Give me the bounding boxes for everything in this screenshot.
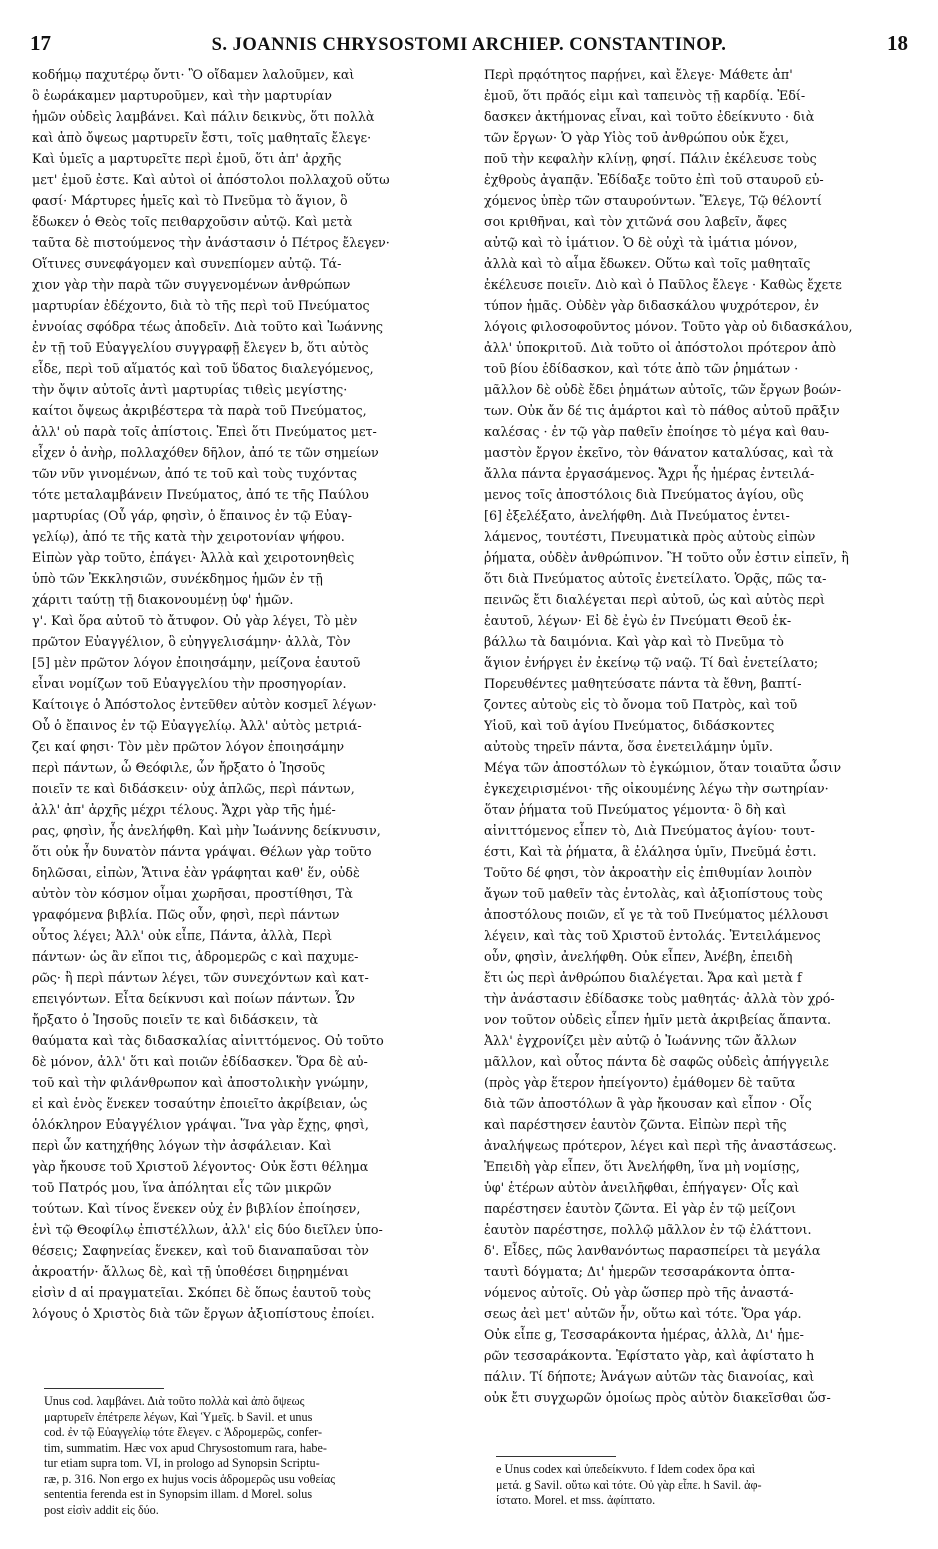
text-line: ρῶν τεσσαράκοντα. Ἐφίστατο γὰρ, καὶ ἀφίστατο h (484, 1348, 815, 1363)
text-line: Καὶ ὑμεῖς a μαρτυρεῖτε περὶ ἐμοῦ, ὅτι ἀπ' ἀρχῆς (32, 151, 342, 166)
page-number-left: 17 (30, 31, 51, 55)
text-line: γελίῳ), ἀπό τε τῆς κατὰ τὴν χειροτονίαν ψήφου. (32, 529, 345, 544)
text-line: (πρὸς γὰρ ἕτερον ἠπείγοντο) ἐμάθομεν δὲ ταῦτα (484, 1075, 796, 1090)
text-line: ἐχθροὺς ἀγαπᾷν. Ἐδίδαξε τοῦτο ἐπὶ τοῦ σταυροῦ εὐ- (484, 172, 824, 187)
text-line: τοῦ Πατρός μου, ἵνα ἀπόληται εἷς τῶν μικρῶν (32, 1180, 332, 1195)
text-line: χόμενος ὑπὲρ τῶν σταυρούντων. Ἔλεγε, Τῷ θέλοντί (484, 193, 822, 208)
text-line: οὖν, φησὶν, ἀνελήφθη. Οὐκ εἶπεν, Ἀνέβη, ἐπειδὴ (484, 949, 793, 964)
text-line: λάμενος, τουτέστι, Πνευματικὰ πρὸς αὐτοὺς εἰπὼν (484, 529, 816, 544)
text-line: ρας, φησὶν, ἧς ἀνελήφθη. Καὶ μὴν Ἰωάννης δείκνυσιν, (32, 823, 381, 838)
text-line: κοδήμῳ παχυτέρῳ ὄντι· Ὃ οἴδαμεν λαλοῦμεν, καὶ (32, 67, 355, 82)
text-line: μᾶλλον δὲ οὐδὲ ἔδει ῥημάτων αὐτοῖς, τῶν ἔργων βοών- (484, 382, 842, 397)
text-line: Οἵτινες συνεφάγομεν καὶ συνεπίομεν αὐτῷ. Τά- (32, 256, 342, 271)
footnote-line: sententia ferenda est in Synopsim illam. d Morel. solus (44, 1487, 313, 1501)
text-line: ποιεῖν τε καὶ διδάσκειν· οὐχ ἁπλῶς, περὶ πάντων, (32, 781, 355, 796)
text-line: εἰσὶν d αἱ πραγματεῖαι. Σκόπει δὲ ὅπως ἑαυτοῦ τοὺς (32, 1285, 371, 1300)
text-line: ἀναλήψεως πρότερον, λέγει καὶ περὶ τῆς ἀναστάσεως. (484, 1138, 837, 1153)
text-line: [6] ἐξελέξατο, ἀνελήφθη. Διὰ Πνεύματος ἐντει- (484, 508, 790, 523)
text-line: Υἱοῦ, καὶ τοῦ ἁγίου Πνεύματος, διδάσκοντες (484, 718, 775, 733)
footnote-line: e Unus codex καὶ ὑπεδείκνυτο. f Idem codex ὅρα καὶ (496, 1462, 755, 1476)
text-line: εἶδε, περὶ τοῦ αἵματός καὶ τοῦ ὕδατος διαλεγόμενος, (32, 361, 374, 376)
text-line: μετ' ἐμοῦ ἐστε. Καὶ αὐτοὶ οἱ ἀπόστολοι πολλαχοῦ οὕτω (32, 172, 390, 187)
text-line: ἄλλα πάντα ἐργασάμενος. Ἄχρι ἧς ἡμέρας ἐντειλά- (484, 466, 815, 481)
text-line: ἐμοῦ, ὅτι πρᾶός εἰμι καὶ ταπεινὸς τῇ καρδίᾳ. Ἐδί- (484, 88, 806, 103)
text-line: τῶν ἔργων· Ὁ γὰρ Υἱὸς τοῦ ἀνθρώπου οὐκ ἔχει, (484, 130, 790, 145)
text-line: γὰρ ἤκουσε τοῦ Χριστοῦ λέγοντος· Οὐκ ἔστι θέλημα (32, 1159, 369, 1174)
text-line: ἐν τῇ τοῦ Εὐαγγελίου συγγραφῇ ἔλεγεν b, ὅτι αὐτὸς (32, 340, 369, 355)
footnote-line: ίστατο. Morel. et mss. ἀφίπτατο. (496, 1493, 656, 1507)
text-line: ἔτι ὡς περὶ ἀνθρώπου διαλέγεται. Ἄρα καὶ μετὰ f (484, 970, 802, 985)
right-text-column (484, 64, 904, 1408)
text-line: διὰ τῶν ἀποστόλων ἃ γὰρ ἤκουσαν καὶ εἶπον · Οἷς (484, 1096, 812, 1111)
text-line: δηλῶσαι, εἰπὼν, Ἅτινα ἐὰν γράφηται καθ' ἕν, οὐδὲ (32, 865, 360, 880)
text-line: ἀλλὰ καὶ τὸ αἷμα ἔδωκεν. Οὕτω καὶ τοῖς μαθηταῖς (484, 256, 811, 271)
footnote-rule-right (496, 1456, 616, 1457)
text-line: ἀλλ' οὐ παρὰ τοῖς ἀπίστοις. Ἐπεὶ ὅτι Πνεύματος μετ- (32, 424, 377, 439)
text-line: τοῦ καὶ τὴν φιλάνθρωπον καὶ ἀποστολικὴν γνώμην, (32, 1075, 369, 1090)
text-line: τούτων. Καὶ τίνος ἕνεκεν οὐχ ἐν βιβλίον ἐποίησεν, (32, 1201, 361, 1216)
text-line: φασί· Μάρτυρες ἡμεῖς καὶ τὸ Πνεῦμα τὸ ἅγιον, ὃ (32, 193, 348, 208)
text-line: λέγειν, καὶ τὰς τοῦ Χριστοῦ ἐντολάς. Ἐντειλάμενος (484, 928, 821, 943)
text-line: ἀλλ' ὑποκριτοῦ. Διὰ τοῦτο οἱ ἀπόστολοι πρότερον ἀπὸ (484, 340, 837, 355)
text-line: ἀκροατήν· ἄλλως δὲ, καὶ τῇ ὑποθέσει διῃρημέναι (32, 1264, 349, 1279)
text-line: δὲ μόνον, ἀλλ' ὅτι καὶ ποιῶν ἐδίδασκεν. Ὅρα δὲ αὐ- (32, 1054, 368, 1069)
footnote-rule-left (44, 1388, 164, 1389)
text-line: ἑαυτὸν παρέστησε, πολλῷ μᾶλλον ἐν τῷ ἐλάττονι. (484, 1222, 812, 1237)
text-line: ἑαυτοῦ, λέγων· Εἰ δὲ ἐγὼ ἐν Πνεύματι Θεοῦ ἐκ- (484, 613, 792, 628)
text-line: ὅτι διὰ Πνεύματος αὐτοῖς ἐνετείλατο. Ὁρᾷς, πῶς τα- (484, 571, 827, 586)
text-line: Μέγα τῶν ἀποστόλων τὸ ἐγκώμιον, ὅταν τοιαῦτα ὦσιν (484, 760, 842, 775)
footnotes-left (44, 1394, 454, 1518)
text-line: ὑπὸ τῶν Ἐκκλησιῶν, συνέκδημος ἡμῶν ἐν τῇ (32, 571, 323, 586)
text-line: ὑφ' ἑτέρων αὐτὸν ἀνειλῆφθαι, ἐπήγαγεν· Οἷς καὶ (484, 1180, 800, 1195)
text-line: χιον γὰρ τὴν παρὰ τῶν συγγενομένων ἀνθρώπων (32, 277, 351, 292)
text-line: εἰ καὶ ἑνὸς ἕνεκεν τοσαύτην ἐποιεῖτο ἀκρίβειαν, ὡς (32, 1096, 368, 1111)
text-line: των. Οὐκ ἄν δέ τις ἁμάρτοι καὶ τὸ πάθος αὐτοῦ πρᾶξιν (484, 403, 840, 418)
text-line: Πορευθέντες μαθητεύσατε πάντα τὰ ἔθνη, βαπτί- (484, 676, 802, 691)
text-line: τοῦ βίου ἐδίδασκον, καὶ τότε ἀπὸ τῶν ῥημάτων · (484, 361, 799, 376)
text-line: ἀποστόλους ποιῶν, εἴ γε τὰ τοῦ Πνεύματος μέλλουσι (484, 907, 829, 922)
text-line: Τοῦτο δέ φησι, τὸν ἀκροατὴν εἰς ἐπιθυμίαν λοιπὸν (484, 865, 812, 880)
text-line: πάντων· ὡς ἂν εἴποι τις, ἁδρομερῶς c καὶ παχυμε- (32, 949, 359, 964)
text-line: τύπον ἡμᾶς. Οὐδὲν γὰρ διδασκάλου ψυχρότερον, ἐν (484, 298, 819, 313)
text-line: γ'. Καὶ ὅρα αὐτοῦ τὸ ἄτυφον. Οὐ γὰρ λέγει, Τὸ μὲν (32, 613, 358, 628)
text-line: πρῶτον Εὐαγγέλιον, ὃ εὐηγγελισάμην· ἀλλὰ, Τὸν (32, 634, 351, 649)
text-line: βάλλω τὰ δαιμόνια. Καὶ γὰρ καὶ τὸ Πνεῦμα τὸ (484, 634, 784, 649)
text-line: ζει καί φησι· Τὸν μὲν πρῶτον λόγον ἐποιησάμην (32, 739, 345, 754)
text-line: αὐτῷ καὶ τὸ ἱμάτιον. Ὁ δὲ οὐχὶ τὰ ἱμάτια μόνον, (484, 235, 798, 250)
footnotes-right (496, 1462, 906, 1509)
text-line: καλέσας · ἐν τῷ γὰρ παθεῖν ἐποίησε τὸ μέγα καὶ θαυ- (484, 424, 830, 439)
footnote-line: Unus cod. λαμβάνει. Διὰ τοῦτο πολλὰ καὶ ἀπὸ ὄψεως (44, 1394, 305, 1408)
text-line: μᾶλλον, καὶ οὗτος πάντα δὲ σαφῶς οὐδεὶς ἀπήγγειλε (484, 1054, 829, 1069)
text-line: Ἀλλ' ἐγχρονίζει μὲν αὐτῷ ὁ Ἰωάννης τῶν ἄλλων (484, 1033, 797, 1048)
text-line: ἄγων τοῦ μαθεῖν τὰς ἐντολὰς, καὶ ἀξιοπίστους τοὺς (484, 886, 823, 901)
text-line: τὴν ὄψιν αὐτοῖς ἀντὶ μαρτυρίας τιθεὶς μεγίστης· (32, 382, 348, 397)
text-line: ἡμῶν οὐδεὶς λαμβάνει. Καὶ πάλιν δεικνὺς, ὅτι πολλὰ (32, 109, 375, 124)
text-line: επειγόντων. Εἶτα δείκνυσι καὶ ποίων πάντων. Ὧν (32, 991, 355, 1006)
text-line: ἐκέλευσε ποιεῖν. Διὸ καὶ ὁ Παῦλος ἔλεγε · Καθὼς ἔχετε (484, 277, 842, 292)
text-line: ὅταν ῥήματα τοῦ Πνεύματος γέμοντα· ὃ δὴ καὶ (484, 802, 787, 817)
text-line: σεως ἀεὶ μετ' αὐτῶν ἦν, οὕτω καὶ τότε. Ὅρα γάρ. (484, 1306, 802, 1321)
text-line: Περὶ πρᾳότητος παρῄνει, καὶ ἔλεγε· Μάθετε ἀπ' (484, 67, 793, 82)
text-line: ἐννοίας σφόδρα τέως ἀποδεῖν. Διὰ τοῦτο καὶ Ἰωάννης (32, 319, 383, 334)
text-line: τῶν νῦν γινομένων, ἀπό τε τοῦ καὶ τοὺς τυχόντας (32, 466, 357, 481)
text-line: Εἰπὼν γὰρ τοῦτο, ἐπάγει· Ἀλλὰ καὶ χειροτονηθεὶς (32, 550, 355, 565)
text-line: θέσεις; Σαφηνείας ἕνεκεν, καὶ τοῦ διαναπαῦσαι τὸν (32, 1243, 369, 1258)
text-line: εἶναι νομίζων τοῦ Εὐαγγελίου τὴν προσηγορίαν. (32, 676, 347, 691)
text-line: ὁλόκληρον Εὐαγγέλιον γράψαι. Ἵνα γὰρ ἔχῃς, φησὶ, (32, 1117, 369, 1132)
text-line: [5] μὲν πρῶτον λόγον ἐποιησάμην, μείζονα ἑαυτοῦ (32, 655, 361, 670)
footnote-line: post εἰσὶν addit εἰς δύο. (44, 1502, 159, 1517)
text-line: παρέστησεν ἑαυτὸν ζῶντα. Εἰ γὰρ ἐν τῷ μείζονι (484, 1201, 797, 1216)
text-line: νόμενος αὐτοῖς. Οὐ γὰρ ὥσπερ πρὸ τῆς ἀναστά- (484, 1285, 794, 1300)
text-line: ἑνὶ τῷ Θεοφίλῳ ἐπιστέλλων, ἀλλ' εἰς δύο διεῖλεν ὑπο- (32, 1222, 383, 1237)
text-line: δ'. Εἶδες, πῶς λανθανόντως παρασπείρει τὰ μεγάλα (484, 1243, 821, 1258)
text-line: νον τοῦτον οὐδεὶς εἶπεν ἡμῖν μετὰ ἀκριβείας ἅπαντα. (484, 1012, 832, 1027)
text-line: ποῦ τὴν κεφαλὴν κλίνῃ, φησί. Πάλιν ἐκέλευσε τοὺς (484, 151, 817, 166)
page-header (30, 18, 908, 56)
text-line: περὶ πάντων, ὦ Θεόφιλε, ὧν ἤρξατο ὁ Ἰησοῦς (32, 760, 326, 775)
text-line: καὶ ἀπὸ ὄψεως μαρτυρεῖν ἔστι, τοῖς μαθηταῖς ἔλεγε· (32, 130, 372, 145)
left-text-column (32, 64, 450, 1324)
footnote-line: tur etiam supra tom. VI, in prologo ad Synopsin Scriptu- (44, 1456, 320, 1470)
text-line: πάλιν. Τί δήποτε; Ἀνάγων αὐτῶν τὰς διανοίας, καὶ (484, 1369, 815, 1384)
text-line: δασκεν ἀκτήμονας εἶναι, καὶ τοῦτο ἐδείκνυτο · διὰ (484, 109, 815, 124)
text-line: τότε μεταλαμβάνειν Πνεύματος, ἀπό τε τῆς Παύλου (32, 487, 369, 502)
text-line: Ἐπειδὴ γὰρ εἶπεν, ὅτι Ἀνελήφθη, ἵνα μὴ νομίσῃς, (484, 1159, 800, 1174)
text-line: ῥήματα, οὐδὲν ἀνθρώπινον. Ἢ τοῦτο οὖν ἐστιν εἰπεῖν, ἢ (484, 550, 849, 565)
text-line: γραφόμενα βιβλία. Πῶς οὖν, φησὶ, περὶ πάντων (32, 907, 340, 922)
text-line: αὐτὸν τὸν κόσμον οἶμαι χωρῆσαι, προστίθησι, Τὰ (32, 886, 353, 901)
text-line: Οὐκ εἶπε g, Τεσσαράκοντα ἡμέρας, ἀλλὰ, Δι' ἡμε- (484, 1327, 804, 1342)
text-line: ρῶς· ἢ περὶ πάντων λέγει, τῶν συνεχόντων καὶ κατ- (32, 970, 369, 985)
text-line: καίτοι ὄψεως ἀκριβέστερα τὰ παρὰ τοῦ Πνεύματος, (32, 403, 367, 418)
text-line: σοι κριθῆναι, καὶ τὸν χιτῶνά σου λαβεῖν, ἄφες (484, 214, 787, 229)
text-line: ἀλλ' ἀπ' ἀρχῆς μέχρι τέλους. Ἄχρι γὰρ τῆς ἡμέ- (32, 802, 336, 817)
text-line: ζοντες αὐτοὺς εἰς τὸ ὄνομα τοῦ Πατρὸς, καὶ τοῦ (484, 697, 798, 712)
text-line: ὅτι οὐκ ἦν δυνατὸν πάντα γράψαι. Θέλων γὰρ τοῦτο (32, 844, 372, 859)
footnote-line: cod. ἐν τῷ Εὐαγγελίῳ τότε ἔλεγεν. c Ἁδρομερῶς, confer- (44, 1425, 323, 1439)
text-line: μαρτυρίας (Οὗ γάρ, φησὶν, ὁ ἔπαινος ἐν τῷ Εὐαγ- (32, 508, 353, 523)
text-line: τὴν ἀνάστασιν ἐδίδασκε τοὺς μαθητάς· ἀλλὰ τὸν χρό- (484, 991, 835, 1006)
text-line: ἅγιον ἐνήργει ἐν ἐκείνῳ τῷ ναῷ. Τί δαὶ ἐνετείλατο; (484, 655, 819, 670)
page-number-right: 18 (887, 31, 908, 55)
text-line: θαύματα καὶ τὰς διδασκαλίας αἰνιττόμενος. Οὐ τοῦτο (32, 1033, 384, 1048)
text-line: αὐτοὺς τηρεῖν πάντα, ὅσα ἐνετειλάμην ὑμῖν. (484, 739, 773, 754)
footnote-line: μαρτυρεῖν ἐπέτρεπε λέγων, Καὶ Ὑμεῖς. b Savil. et unus (44, 1409, 313, 1424)
text-line: Καίτοιγε ὁ Ἀπόστολος ἐντεῦθεν αὐτὸν κοσμεῖ λέγων· (32, 697, 377, 712)
text-line: καὶ παρέστησεν ἑαυτὸν ζῶντα. Εἰπὼν περὶ τῆς (484, 1117, 787, 1132)
text-line: ταυτὶ δόγματα; Δι' ἡμερῶν τεσσαράκοντα ὀπτα- (484, 1264, 795, 1279)
text-line: μενος τοῖς ἀποστόλοις διὰ Πνεύματος ἁγίου, οὓς (484, 487, 804, 502)
text-line: περὶ ὧν κατηχήθης λόγων τὴν ἀσφάλειαν. Καὶ (32, 1138, 332, 1153)
text-line: οὐκ ἔτι συγχωρῶν ὁμοίως πρὸς αὐτὸν διακεῖσθαι ὥσ- (484, 1390, 831, 1405)
running-title: S. JOANNIS CHRYSOSTOMI ARCHIEP. CONSTANTINOP. (211, 35, 727, 55)
text-line: πεινῶς ἔτι διαλέγεται περὶ αὐτοῦ, ὡς καὶ αὐτὸς περὶ (484, 592, 825, 607)
text-line: ἐγκεχειρισμένοι· τῆς οἰκουμένης λέγω τὴν σωτηρίαν· (484, 781, 829, 796)
text-line: λόγους ὁ Χριστὸς διὰ τῶν ἔργων ἀξιοπίστους ἐποίει. (32, 1306, 375, 1321)
text-line: αἰνιττόμενος εἶπεν τὸ, Διὰ Πνεύματος ἁγίου· τουτ- (484, 823, 815, 838)
text-line: μαστὸν ἔργον ἐκεῖνο, τὸν θάνατον καταλύσας, καὶ τὰ (484, 445, 834, 460)
footnote-line: ræ, p. 316. Non ergo ex hujus vocis ἁδρομερῶς usu νοθείας (44, 1471, 336, 1486)
text-line: ἤρξατο ὁ Ἰησοῦς ποιεῖν τε καὶ διδάσκειν, τὰ (32, 1012, 319, 1027)
text-line: ταῦτα δὲ πιστούμενος τὴν ἀνάστασιν ὁ Πέτρος ἔλεγεν· (32, 235, 390, 250)
text-line: έστι, Καὶ τὰ ῥήματα, ἃ ἐλάλησα ὑμῖν, Πνεῦμά ἐστι. (484, 844, 817, 859)
text-line: ὃ ἑωράκαμεν μαρτυροῦμεν, καὶ τὴν μαρτυρίαν (32, 88, 332, 103)
text-line: οὗτος λέγει; Ἀλλ' οὐκ εἶπε, Πάντα, ἀλλὰ, Περὶ (32, 928, 333, 943)
text-line: εἶχεν ὁ ἀνὴρ, πολλαχόθεν δῆλον, ἀπό τε τῶν σημείων (32, 445, 379, 460)
footnote-line: μετά. g Savil. οὕτω καὶ τότε. Οὐ γὰρ εἶπε. h Savil. ἀφ- (496, 1477, 762, 1492)
text-line: ἔδωκεν ὁ Θεὸς τοῖς πειθαρχοῦσιν αὐτῷ. Καὶ μετὰ (32, 214, 353, 229)
text-line: χάριτι ταύτῃ τῇ διακονουμένῃ ὑφ' ἡμῶν. (32, 592, 294, 607)
text-line: λόγοις φιλοσοφοῦντος μόνον. Τοῦτο γὰρ οὐ διδασκάλου, (484, 319, 853, 334)
footnote-line: tim, summatim. Hæc vox apud Chrysostomum rara, habe- (44, 1440, 327, 1455)
text-line: μαρτυρίαν ἐδέχοντο, διὰ τὸ τῆς περὶ τοῦ Πνεύματος (32, 298, 370, 313)
text-line: Οὗ ὁ ἔπαινος ἐν τῷ Εὐαγγελίῳ. Ἀλλ' αὐτὸς μετριά- (32, 718, 362, 733)
